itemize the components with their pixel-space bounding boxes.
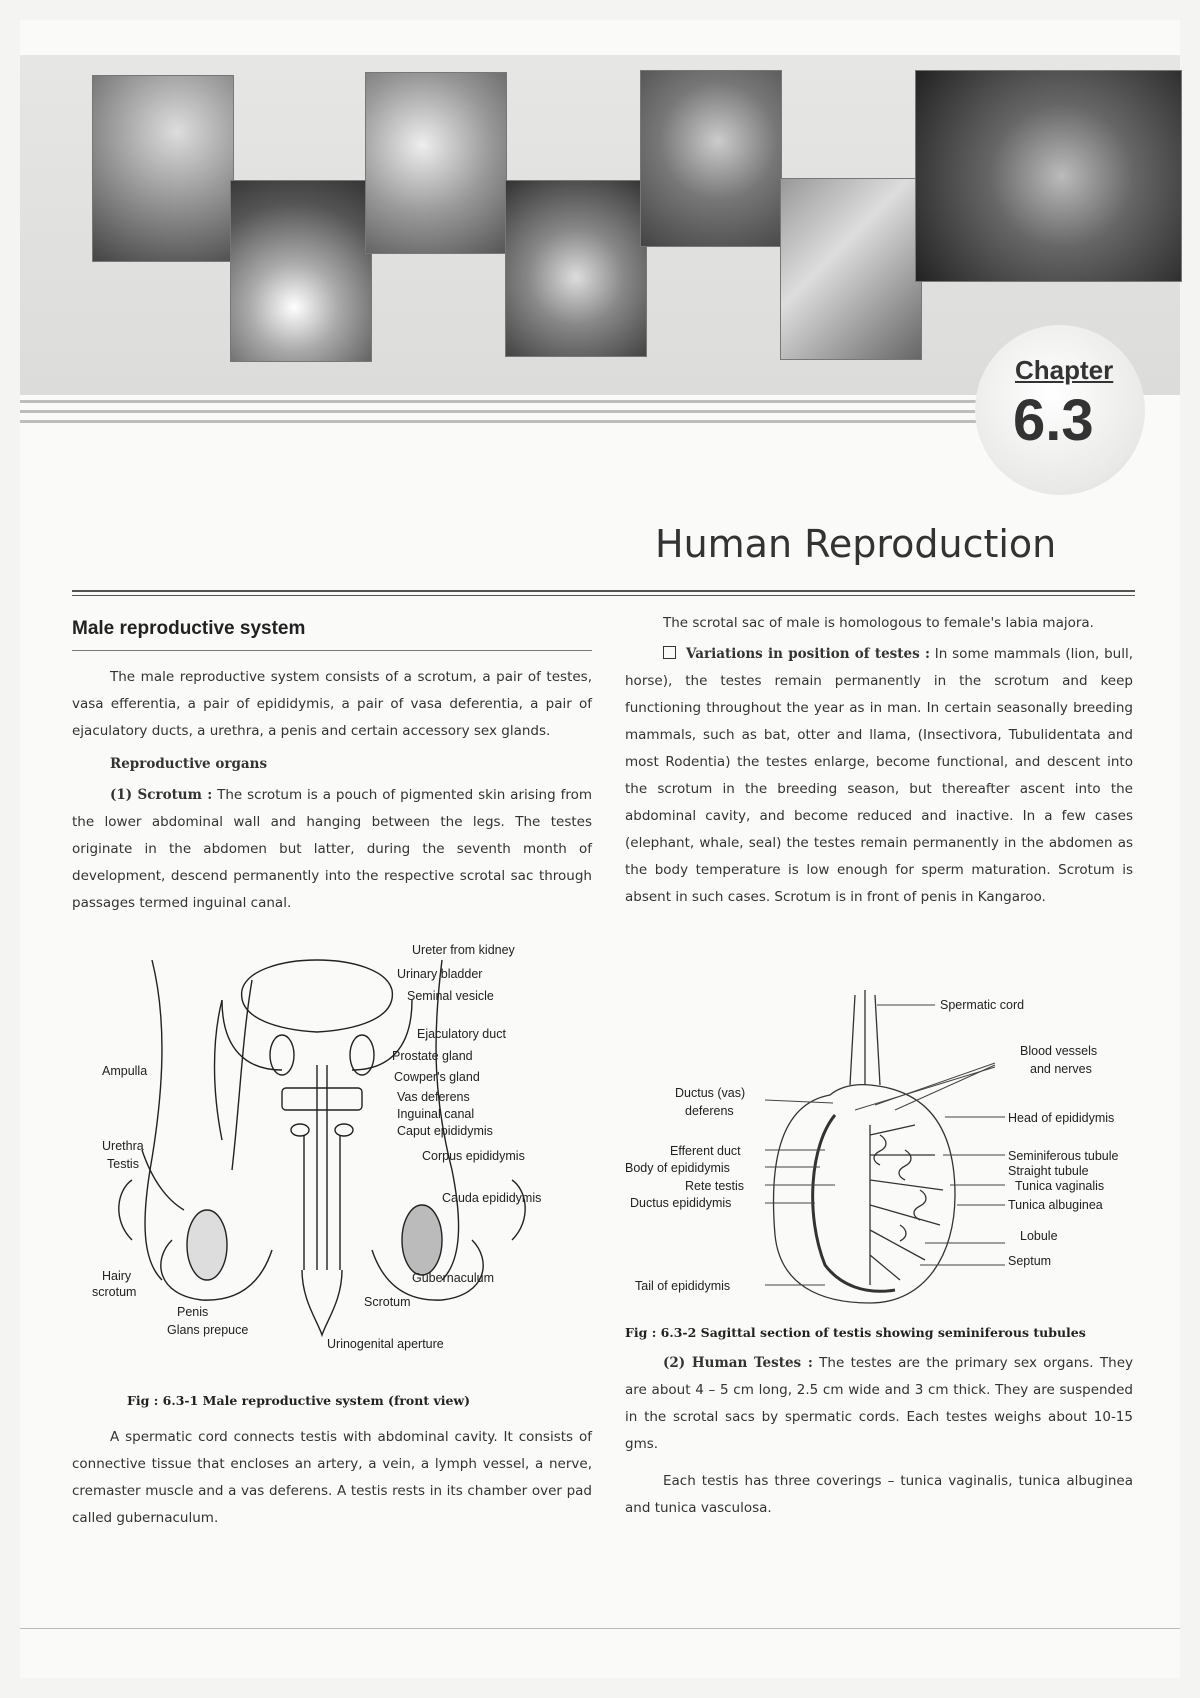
variations-label: Variations in position of testes : <box>686 646 930 662</box>
scrotum-text: The scrotum is a pouch of pigmented skin arising from the lower abdominal wall and hanging between the legs. The testes originate in the abdomen but latter, during the seventh month of development, descend permanently into the respective scrotal sac through passages termed inguinal canal. <box>72 787 592 911</box>
right-ureter-l <box>232 980 252 1170</box>
label-blood2: and nerves <box>1030 1062 1092 1076</box>
testis-outline <box>774 1085 955 1303</box>
label-tail: Tail of epididymis <box>635 1279 731 1293</box>
title-rule <box>72 595 1135 596</box>
label-rete: Rete testis <box>685 1179 745 1193</box>
label-inguinal: Inguinal canal <box>397 1107 475 1121</box>
homolog-paragraph: The scrotal sac of male is homologous to female's labia majora. <box>663 615 1094 631</box>
testis-section-diagram <box>625 985 1145 1315</box>
variations-paragraph <box>625 641 1133 911</box>
label-gubernaculum: Gubernaculum <box>412 1271 494 1285</box>
male-reproductive-diagram <box>72 940 602 1380</box>
greenhouse-photo <box>780 178 922 360</box>
scrotum-label: (1) Scrotum : <box>110 787 213 803</box>
spermatic-cord <box>850 990 880 1085</box>
label-lobule: Lobule <box>1020 1229 1058 1243</box>
label-ampulla: Ampulla <box>102 1064 148 1078</box>
label-blood1: Blood vessels <box>1020 1044 1098 1058</box>
testes-text: The testes are the primary sex organs. They are about 4 – 5 cm long, 2.5 cm wide and 3 cm thick. They are suspended in the scrotal sacs by spermatic cords. Each testes weighs about 10-15 gms. <box>625 1355 1133 1452</box>
label-albuginea: Tunica albuginea <box>1008 1198 1103 1212</box>
checkbox-icon <box>663 646 676 659</box>
header-stripe <box>20 410 1000 413</box>
label-vas: Vas deferens <box>397 1090 470 1104</box>
label-septum: Septum <box>1008 1254 1052 1268</box>
label-vaginalis: Tunica vaginalis <box>1015 1179 1105 1193</box>
testis-left <box>187 1210 227 1280</box>
label-head: Head of epididymis <box>1008 1111 1115 1125</box>
label-straight: Straight tubule <box>1008 1164 1089 1178</box>
label-cauda: Cauda epididymis <box>442 1191 542 1205</box>
title-rule <box>72 590 1135 592</box>
label-hairy: Hairy <box>102 1269 132 1283</box>
right-text-top <box>625 610 1133 911</box>
intro-paragraph: The male reproductive system consists of a scrotum, a pair of testes, vasa efferentia, a pair of epididymis, a pair of vasa deferentia, a pair of ejaculatory ducts, a urethra, a penis and certain accessory sex glands. <box>72 669 592 739</box>
label-urethra: Urethra <box>102 1139 144 1153</box>
label-urinogenital: Urinogenital aperture <box>327 1337 444 1351</box>
left-ureter <box>145 960 162 1280</box>
left-text-top <box>72 664 592 917</box>
label-prostate: Prostate gland <box>392 1049 473 1063</box>
label-ductus2: deferens <box>685 1104 734 1118</box>
fig2-caption: Fig : 6.3-2 Sagittal section of testis showing seminiferous tubules <box>625 1325 1086 1340</box>
label-penis: Penis <box>177 1305 209 1319</box>
label-seminiferous: Seminiferous tubule <box>1008 1149 1119 1163</box>
label-glans: Glans prepuce <box>167 1323 249 1337</box>
label-bladder: Urinary bladder <box>397 967 483 981</box>
bladder <box>242 960 393 1032</box>
label-efferent: Efferent duct <box>670 1144 741 1158</box>
label-ejaculatory: Ejaculatory duct <box>417 1027 506 1041</box>
dna-photo <box>365 72 507 254</box>
cord-paragraph: A spermatic cord connects testis with abdominal cavity. It consists of connective tissue that encloses an artery, a vein, a lymph vessel, a nerve, cremaster muscle and a vas deferens. A testis rests in its chamber over pad called gubernaculum. <box>72 1429 592 1526</box>
label-hairy-scrotum: scrotum <box>92 1285 137 1299</box>
label-vesicle: Seminal vesicle <box>407 989 494 1003</box>
scrotum-paragraph <box>72 782 592 917</box>
dandelion-photo <box>230 180 372 362</box>
label-cord: Spermatic cord <box>940 998 1025 1012</box>
vesicle-left <box>270 1035 294 1075</box>
anemone-photo <box>505 180 647 357</box>
septa <box>870 1125 943 1285</box>
header-stripe <box>20 420 1010 423</box>
label-ureter: Ureter from kidney <box>412 943 515 957</box>
testes-label: (2) Human Testes : <box>663 1355 813 1371</box>
variations-text: In some mammals (lion, bull, horse), the testes remain permanently in the scrotum and keep functioning throughout the year as in man. In certain seasonally breeding mammals, such as bat, otter and llama, (Insectivora, Tubulidentata and most Rodentia) the testes enlarge, become functional, and descent into the scrotum in the breeding season, but thereafter ascent into the abdominal cavity, and become reduced and inactive. In a few cases (elephant, whale, seal) the testes remain permanently in the abdomen as the body temperature is low enough for sperm maturation. Scrotum is absent in such cases. Scrotum is in front of penis in Kangaroo. <box>625 646 1133 905</box>
label-testis: Testis <box>107 1157 139 1171</box>
label-cowper: Cowper's gland <box>394 1070 480 1084</box>
left-text-bottom <box>72 1424 592 1532</box>
heading-rule <box>72 650 592 651</box>
label-corpus: Corpus epididymis <box>422 1149 525 1163</box>
label-ductus-epi: Ductus epididymis <box>630 1196 732 1210</box>
section-heading: Male reproductive system <box>72 618 306 639</box>
testes-paragraph <box>625 1350 1133 1458</box>
butterfly-photo <box>640 70 782 247</box>
chapter-label: Chapter <box>1015 355 1114 385</box>
chapter-number: 6.3 <box>1013 388 1094 453</box>
label-ductus1: Ductus (vas) <box>675 1086 746 1100</box>
prostate <box>282 1088 362 1110</box>
vas-left <box>222 1000 282 1070</box>
starfish-photo <box>915 70 1182 282</box>
chapter-title: Human Reproduction <box>655 522 1057 566</box>
coverings-paragraph: Each testis has three coverings – tunica vaginalis, tunica albuginea and tunica vasculosa. <box>625 1473 1133 1516</box>
right-text-bottom <box>625 1350 1133 1522</box>
surgeon-photo <box>92 75 234 262</box>
label-scrotum: Scrotum <box>364 1295 411 1309</box>
header-stripe <box>20 400 1020 403</box>
testis-right <box>402 1205 442 1275</box>
footer-rule <box>20 1628 1180 1629</box>
label-caput: Caput epididymis <box>397 1124 493 1138</box>
fig1-caption: Fig : 6.3-1 Male reproductive system (front view) <box>127 1393 471 1408</box>
subheading: Reproductive organs <box>110 756 268 772</box>
label-body: Body of epididymis <box>625 1161 730 1175</box>
penis <box>302 1270 342 1335</box>
